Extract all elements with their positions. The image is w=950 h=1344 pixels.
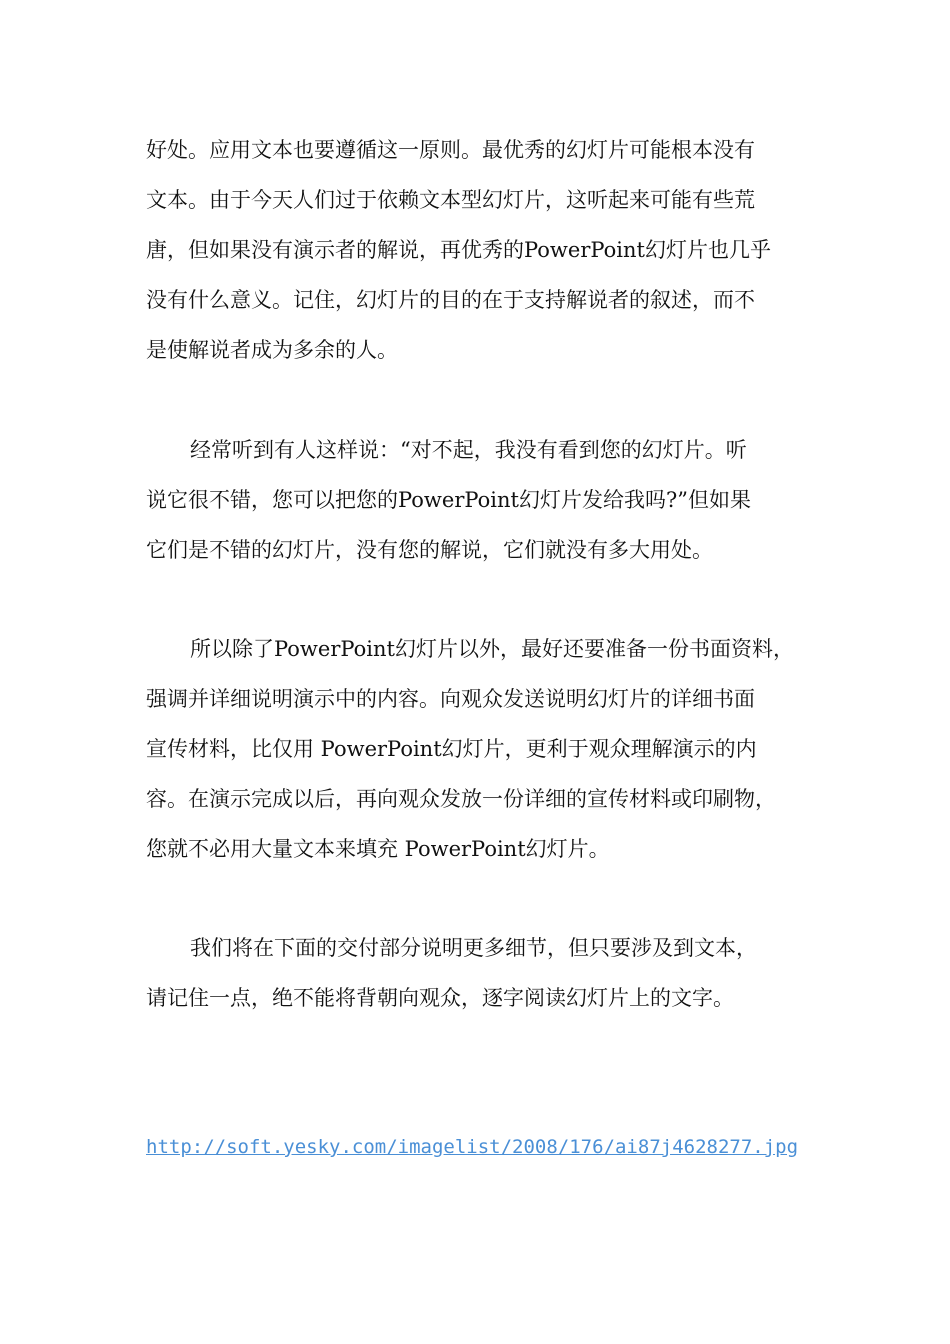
paragraph-line: 是使解说者成为多余的人。 xyxy=(146,338,398,362)
paragraph-line: 文本。由于今天人们过于依赖文本型幻灯片，这听起来可能有些荒 xyxy=(146,188,755,212)
image-link[interactable]: http://soft.yesky.com/imagelist/2008/176/ai87j4628277.jpg xyxy=(146,1136,799,1158)
paragraph-line: 容。在演示完成以后，再向观众发放一份详细的宣传材料或印刷物， xyxy=(146,787,776,811)
paragraph-line: 唐，但如果没有演示者的解说，再优秀的PowerPoint幻灯片也几乎 xyxy=(146,238,771,262)
paragraph-2 xyxy=(146,425,816,575)
paragraph-line: 您就不必用大量文本来填充 PowerPoint幻灯片。 xyxy=(146,837,610,861)
paragraph-line: 宣传材料，比仅用 PowerPoint幻灯片，更利于观众理解演示的内 xyxy=(146,737,757,761)
paragraph-4 xyxy=(146,923,816,1023)
paragraph-line: 好处。应用文本也要遵循这一原则。最优秀的幻灯片可能根本没有 xyxy=(146,138,755,162)
paragraph-line: 它们是不错的幻灯片，没有您的解说，它们就没有多大用处。 xyxy=(146,538,713,562)
paragraph-3 xyxy=(146,624,816,874)
paragraph-line: 我们将在下面的交付部分说明更多细节，但只要涉及到文本， xyxy=(190,936,757,960)
paragraph-line: 强调并详细说明演示中的内容。向观众发送说明幻灯片的详细书面 xyxy=(146,687,755,711)
paragraph-line: 经常听到有人这样说：“对不起，我没有看到您的幻灯片。听 xyxy=(190,438,747,462)
paragraph-line: 没有什么意义。记住，幻灯片的目的在于支持解说者的叙述，而不 xyxy=(146,288,755,312)
paragraph-1 xyxy=(146,125,816,375)
paragraph-line: 请记住一点，绝不能将背朝向观众，逐字阅读幻灯片上的文字。 xyxy=(146,986,734,1010)
paragraph-line: 说它很不错，您可以把您的PowerPoint幻灯片发给我吗?”但如果 xyxy=(146,488,751,512)
paragraph-line: 所以除了PowerPoint幻灯片以外，最好还要准备一份书面资料， xyxy=(190,637,794,661)
